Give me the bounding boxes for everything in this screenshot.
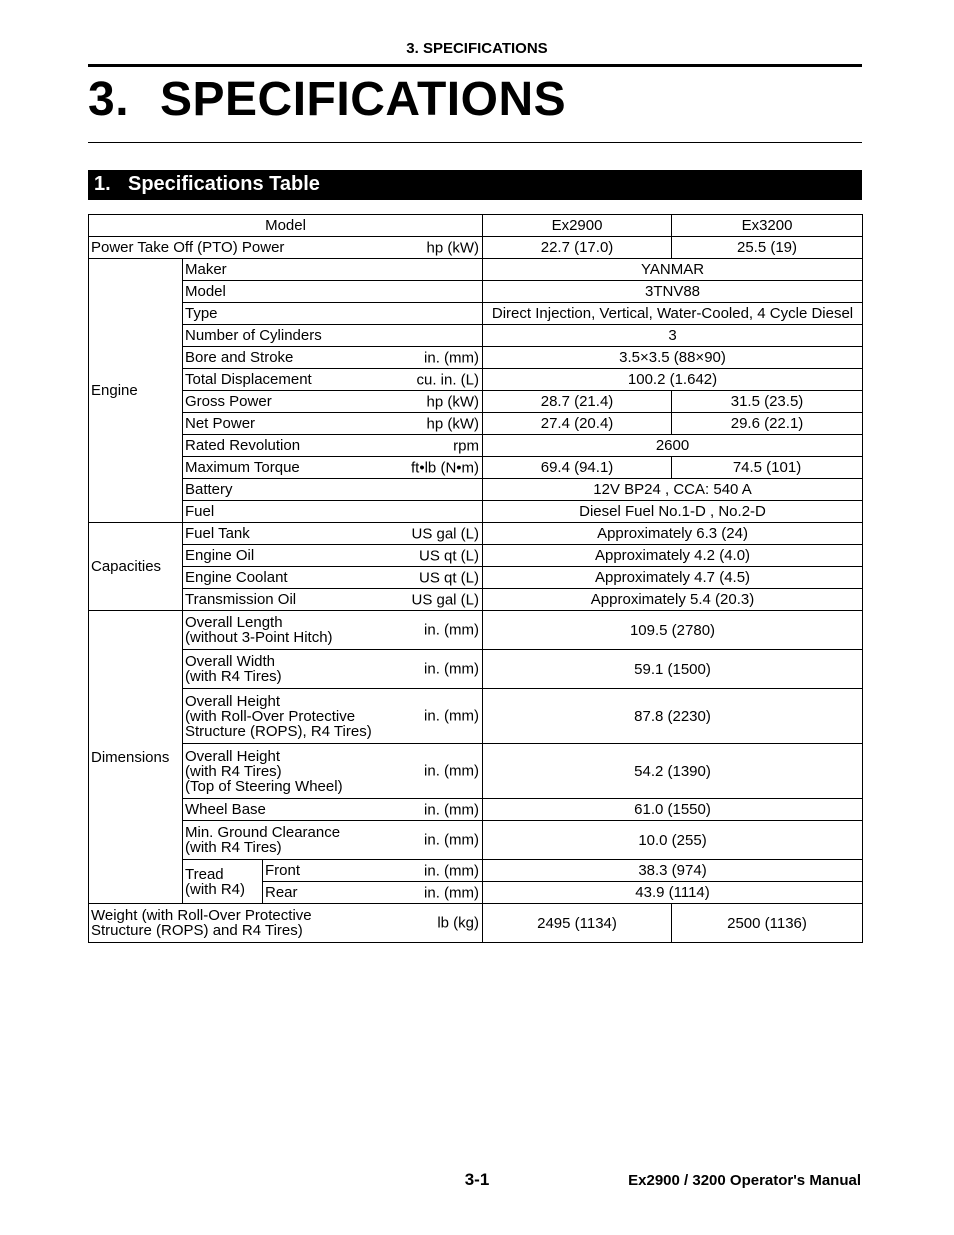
engine-oil-label: Engine Oil US qt (L)	[183, 545, 483, 567]
table-row	[89, 523, 863, 545]
table-row	[89, 799, 863, 821]
running-header: 3. SPECIFICATIONS	[406, 40, 548, 57]
ex3200-header: Ex3200	[672, 215, 863, 237]
ground-clearance-label: Min. Ground Clearance (with R4 Tires) in. (mm)	[183, 821, 483, 860]
table-row	[89, 259, 863, 281]
transmission-oil-value: Approximately 5.4 (20.3)	[483, 589, 863, 611]
table-row	[89, 435, 863, 457]
net-power-ex3200: 29.6 (22.1)	[672, 413, 863, 435]
unit: hp (kW)	[426, 239, 480, 256]
displacement-label: Total Displacement cu. in. (L)	[183, 369, 483, 391]
bore-label: Bore and Stroke in. (mm)	[183, 347, 483, 369]
unit: hp (kW)	[426, 393, 480, 410]
chapter-title-text: SPECIFICATIONS	[160, 73, 567, 126]
type-label: Type	[183, 303, 483, 325]
header-rule	[88, 64, 862, 67]
table-row	[89, 325, 863, 347]
overall-height-rops-value: 87.8 (2230)	[483, 689, 863, 744]
battery-label: Battery	[183, 479, 483, 501]
section-heading	[88, 170, 862, 200]
net-power-ex2900: 27.4 (20.4)	[483, 413, 672, 435]
section-title: Specifications Table	[128, 173, 320, 195]
table-row	[89, 860, 863, 882]
tread-front-label: Front in. (mm)	[263, 860, 483, 882]
table-row	[89, 303, 863, 325]
unit: US qt (L)	[419, 569, 480, 586]
wheel-base-value: 61.0 (1550)	[483, 799, 863, 821]
specifications-table	[88, 214, 863, 943]
engine-oil-value: Approximately 4.2 (4.0)	[483, 545, 863, 567]
tread-label: Tread (with R4)	[183, 860, 263, 904]
unit: hp (kW)	[426, 415, 480, 432]
table-row	[89, 457, 863, 479]
battery-value: 12V BP24 , CCA: 540 A	[483, 479, 863, 501]
manual-title: Ex2900 / 3200 Operator's Manual	[628, 1172, 861, 1189]
overall-height-steering-label: Overall Height (with R4 Tires) (Top of Steering Wheel) in. (mm)	[183, 744, 483, 799]
model-header: Model	[89, 215, 483, 237]
capacities-group-label: Capacities	[89, 523, 183, 611]
page-number: 3-1	[464, 1170, 490, 1189]
ground-clearance-value: 10.0 (255)	[483, 821, 863, 860]
unit: cu. in. (L)	[416, 371, 480, 388]
overall-width-label: Overall Width (with R4 Tires) in. (mm)	[183, 650, 483, 689]
fuel-tank-value: Approximately 6.3 (24)	[483, 523, 863, 545]
maker-value: YANMAR	[483, 259, 863, 281]
chapter-title	[88, 72, 566, 127]
unit: in. (mm)	[424, 660, 480, 678]
table-row	[89, 479, 863, 501]
table-row	[89, 281, 863, 303]
tread-front-value: 38.3 (974)	[483, 860, 863, 882]
fuel-label: Fuel	[183, 501, 483, 523]
overall-height-rops-label: Overall Height (with Roll-Over Protective Structure (ROPS), R4 Tires) in. (mm)	[183, 689, 483, 744]
cylinders-value: 3	[483, 325, 863, 347]
maker-label: Maker	[183, 259, 483, 281]
gross-power-label: Gross Power hp (kW)	[183, 391, 483, 413]
weight-ex3200: 2500 (1136)	[672, 904, 863, 943]
dimensions-group-label: Dimensions	[89, 611, 183, 904]
gross-power-ex2900: 28.7 (21.4)	[483, 391, 672, 413]
gross-power-ex3200: 31.5 (23.5)	[672, 391, 863, 413]
overall-length-value: 109.5 (2780)	[483, 611, 863, 650]
pto-ex3200: 25.5 (19)	[672, 237, 863, 259]
table-row	[89, 821, 863, 860]
pto-label: Power Take Off (PTO) Power hp (kW)	[89, 237, 483, 259]
unit: in. (mm)	[424, 801, 480, 818]
engine-model-label: Model	[183, 281, 483, 303]
overall-width-value: 59.1 (1500)	[483, 650, 863, 689]
table-row	[89, 611, 863, 650]
transmission-oil-label: Transmission Oil US gal (L)	[183, 589, 483, 611]
pto-ex2900: 22.7 (17.0)	[483, 237, 672, 259]
engine-model-value: 3TNV88	[483, 281, 863, 303]
table-row	[89, 904, 863, 943]
unit: in. (mm)	[424, 349, 480, 366]
torque-ex3200: 74.5 (101)	[672, 457, 863, 479]
fuel-value: Diesel Fuel No.1-D , No.2-D	[483, 501, 863, 523]
table-row	[89, 744, 863, 799]
engine-group-label: Engine	[89, 259, 183, 523]
displacement-value: 100.2 (1.642)	[483, 369, 863, 391]
section-number: 1.	[94, 173, 111, 195]
table-row	[89, 501, 863, 523]
table-row	[89, 391, 863, 413]
unit: US qt (L)	[419, 547, 480, 564]
overall-height-steering-value: 54.2 (1390)	[483, 744, 863, 799]
cylinders-label: Number of Cylinders	[183, 325, 483, 347]
coolant-value: Approximately 4.7 (4.5)	[483, 567, 863, 589]
title-rule	[88, 142, 862, 143]
rated-value: 2600	[483, 435, 863, 457]
overall-length-label: Overall Length (without 3-Point Hitch) in. (mm)	[183, 611, 483, 650]
weight-label: Weight (with Roll-Over Protective Structure (ROPS) and R4 Tires) lb (kg)	[89, 904, 483, 943]
torque-ex2900: 69.4 (94.1)	[483, 457, 672, 479]
bore-value: 3.5×3.5 (88×90)	[483, 347, 863, 369]
unit: US gal (L)	[411, 525, 480, 542]
rated-label: Rated Revolution rpm	[183, 435, 483, 457]
coolant-label: Engine Coolant US qt (L)	[183, 567, 483, 589]
table-row	[89, 237, 863, 259]
fuel-tank-label: Fuel Tank US gal (L)	[183, 523, 483, 545]
unit: rpm	[453, 437, 480, 454]
unit: in. (mm)	[424, 707, 480, 725]
table-row	[89, 650, 863, 689]
table-row	[89, 413, 863, 435]
unit: ft•lb (N•m)	[411, 459, 480, 476]
unit: in. (mm)	[424, 621, 480, 639]
table-row	[89, 347, 863, 369]
unit: lb (kg)	[437, 914, 480, 932]
type-value: Direct Injection, Vertical, Water-Cooled, 4 Cycle Diesel	[483, 303, 863, 325]
unit: in. (mm)	[424, 862, 480, 879]
weight-ex2900: 2495 (1134)	[483, 904, 672, 943]
table-row	[89, 369, 863, 391]
tread-rear-value: 43.9 (1114)	[483, 882, 863, 904]
torque-label: Maximum Torque ft•lb (N•m)	[183, 457, 483, 479]
table-row	[89, 567, 863, 589]
unit: in. (mm)	[424, 762, 480, 780]
unit: in. (mm)	[424, 884, 480, 901]
table-header-row	[89, 215, 863, 237]
table-row	[89, 689, 863, 744]
ex2900-header: Ex2900	[483, 215, 672, 237]
table-row	[89, 545, 863, 567]
tread-rear-label: Rear in. (mm)	[263, 882, 483, 904]
unit: US gal (L)	[411, 591, 480, 608]
table-row	[89, 589, 863, 611]
unit: in. (mm)	[424, 831, 480, 849]
net-power-label: Net Power hp (kW)	[183, 413, 483, 435]
chapter-number: 3.	[88, 73, 130, 126]
wheel-base-label: Wheel Base in. (mm)	[183, 799, 483, 821]
